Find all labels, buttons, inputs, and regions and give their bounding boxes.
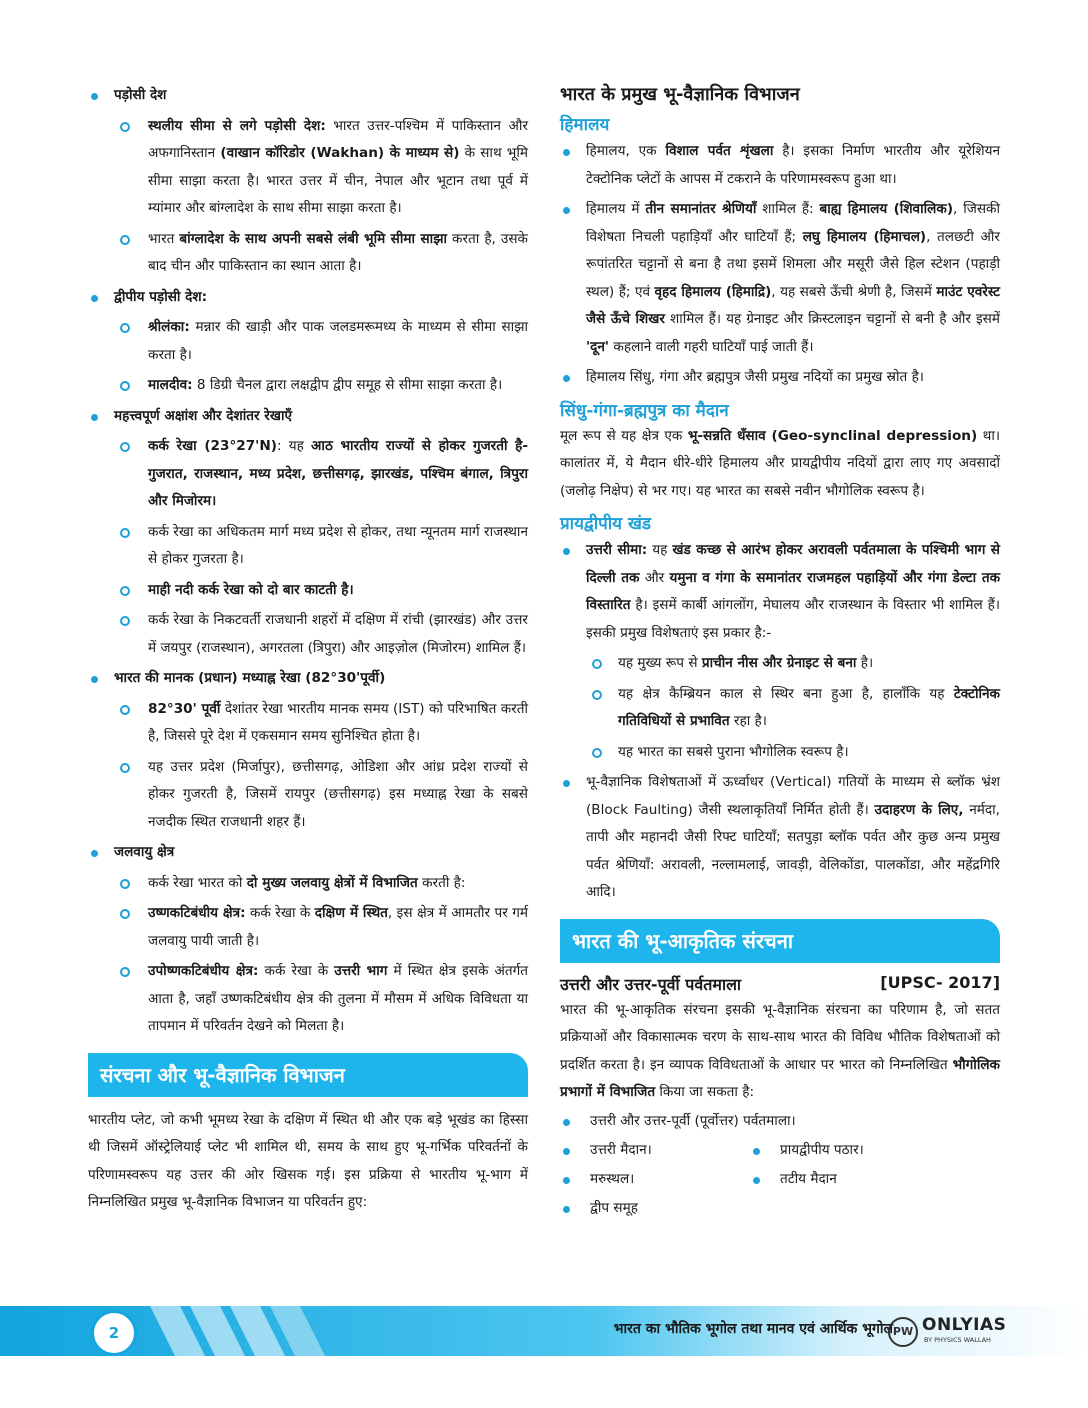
list-item: हिमालय, एक विशाल पर्वत शृंखला है। इसका निर्माण भारतीय और यूरेशियन टेक्टोनिक प्लेटों के आपस में टकराने के परिणामस्वरूप हुआ था। <box>560 138 1000 193</box>
list-item: कर्क रेखा के निकटवर्ती राजधानी शहरों में दक्षिण में रांची (झारखंड) और उत्तर में जयपुर (राजस्थान), अगरतला (त्रिपुरा) और आइज़ोल (मिजोरम) शामिल हैं। <box>88 607 528 662</box>
section-banner: संरचना और भू-वैज्ञानिक विभाजन <box>88 1053 528 1097</box>
paragraph: मूल रूप से यह क्षेत्र एक भू-सन्नति धँसाव (Geo-synclinal depression) था। कालांतर में, ये मैदान धीरे-धीरे हिमालय और प्रायद्वीपीय नदियों द्वारा लाए गए अवसादों (जलोढ़ निक्षेप) से भर गए। यह भारत का सबसे नवीन भौगोलिक स्वरूप है। <box>560 427 1000 499</box>
page-footer <box>0 1302 1088 1360</box>
paragraph: भारत की भू-आकृतिक संरचना इसकी भू-वैज्ञानिक संरचना का परिणाम है, जो सतत प्रक्रियाओं और विकासात्मक चरण के साथ-साथ भारत की विविध भौतिक विशेषताओं को प्रदर्शित करता है। इन व्यापक विविधताओं के आधार पर भारत को निम्नलिखित भौगोलिक प्रभागों में विभाजित किया जा सकता है: <box>560 1001 1000 1100</box>
list-item: भारत की मानक (प्रधान) मध्याह्न रेखा (82°30'पूर्वी) <box>88 665 528 693</box>
subsection-heading-row <box>560 973 1000 995</box>
list-item: कर्क रेखा (23°27'N): यह आठ भारतीय राज्यों से होकर गुजरती है- गुजरात, राजस्थान, मध्य प्रदेश, छत्तीसगढ़, झारखंड, पश्चिम बंगाल, त्रिपुरा और मिजोरम। <box>88 433 528 516</box>
list-item: स्थलीय सीमा से लगे पड़ोसी देश: भारत उत्तर-पश्चिम में पाकिस्तान और अफगानिस्तान (वाखान कॉरिडोर (Wakhan) के माध्यम से) के साथ भूमि सीमा साझा करता है। भारत उत्तर में चीन, नेपाल और भूटान तथा पूर्व में म्यांमार और बांग्लादेश के साथ सीमा साझा करता है। <box>88 113 528 223</box>
list-item: प्रायद्वीपीय पठार। <box>750 1136 970 1165</box>
list-item: महत्त्वपूर्ण अक्षांश और देशांतर रेखाएँ <box>88 403 528 431</box>
subsection-heading: प्रायद्वीपीय खंड <box>560 514 651 534</box>
list-item: द्वीप समूह <box>560 1194 750 1223</box>
exam-tag: [UPSC- 2017] <box>880 972 1000 992</box>
list-item: उत्तरी सीमा: यह खंड कच्छ से आरंभ होकर अरावली पर्वतमाला के पश्चिमी भाग से दिल्ली तक और यमुना व गंगा के समानांतर राजमहल पहाड़ियों और गंगा डेल्टा तक विस्तारित है। इसमें कार्बी आंगलोंग, मेघालय और राजस्थान के विस्तार भी शामिल हैं। इसकी प्रमुख विशेषताएं इस प्रकार है:- <box>560 537 1000 647</box>
division-list <box>560 1107 1000 1223</box>
list-item: उत्तरी और उत्तर-पूर्वी (पूर्वोत्तर) पर्वतमाला। <box>560 1107 970 1136</box>
list-item: हिमालय में तीन समानांतर श्रेणियाँ शामिल हैं: बाह्य हिमालय (शिवालिक), जिसकी विशेषता निचली पहाड़ियाँ और घाटियाँ हैं; लघु हिमालय (हिमाचल), तलछटी और रूपांतरित चट्टानों से बना है तथा इसमें शिमला और मसूरी जैसे हिल स्टेशन (पहाड़ी स्थल) हैं; एवं वृहद हिमालय (हिमाद्रि), यह सबसे ऊँची श्रेणी है, जिसमें माउंट एवरेस्ट जैसे ऊँचे शिखर शामिल हैं। यह ग्रेनाइट और क्रिस्टलाइन चट्टानों से बनी है और इसमें 'दून' कहलाने वाली गहरी घाटियाँ पाई जाती हैं। <box>560 196 1000 361</box>
list-item: भू-वैज्ञानिक विशेषताओं में ऊर्ध्वाधर (Vertical) गतियों के माध्यम से ब्लॉक भ्रंश (Block Faulting) जैसी स्थलाकृतियाँ निर्मित होती हैं। उदाहरण के लिए, नर्मदा, तापी और महानदी जैसी रिफ्ट घाटियाँ; सतपुड़ा ब्लॉक पर्वत और कुछ अन्य प्रमुख पर्वत श्रेणियाँ: अरावली, नल्लामलाई, जावड़ी, वेलिकोंडा, पालकोंडा, और महेंद्रगिरि आदि। <box>560 769 1000 907</box>
list-item: भारत बांग्लादेश के साथ अपनी सबसे लंबी भूमि सीमा साझा करता है, उसके बाद चीन और पाकिस्तान का स्थान आता है। <box>88 226 528 281</box>
list-item: श्रीलंका: मन्नार की खाड़ी और पाक जलडमरूमध्य के माध्यम से सीमा साझा करता है। <box>88 314 528 369</box>
list-item: यह क्षेत्र कैम्ब्रियन काल से स्थिर बना हुआ है, हालाँकि यह टेक्टोनिक गतिविधियों से प्रभावित रहा है। <box>560 681 1000 736</box>
list-item: 82°30' पूर्वी देशांतर रेखा भारतीय मानक समय (IST) को परिभाषित करती है, जिससे पूरे देश में एकसमान समय सुनिश्चित होता है। <box>88 696 528 751</box>
list-item: कर्क रेखा का अधिकतम मार्ग मध्य प्रदेश से होकर, तथा न्यूनतम मार्ग राजस्थान से होकर गुजरता है। <box>88 519 528 574</box>
list-item: मालदीव: 8 डिग्री चैनल द्वारा लक्षद्वीप द्वीप समूह से सीमा साझा करता है। <box>88 372 528 400</box>
list-item: जलवायु क्षेत्र <box>88 839 528 867</box>
subsection-heading: सिंधु-गंगा-ब्रह्मपुत्र का मैदान <box>560 400 729 421</box>
list-item: उत्तरी मैदान। <box>560 1136 750 1165</box>
section-banner: भारत की भू-आकृतिक संरचना <box>560 919 1000 963</box>
list-item: तटीय मैदान <box>750 1165 970 1194</box>
list-item: उपोष्णकटिबंधीय क्षेत्र: कर्क रेखा के उत्तरी भाग में स्थित क्षेत्र इसके अंतर्गत आता है, जहाँ उष्णकटिबंधीय क्षेत्र की तुलना में मौसम में अधिक विविधता या तापमान में परिवर्तन देखने को मिलता है। <box>88 958 528 1041</box>
list-item: हिमालय सिंधु, गंगा और ब्रह्मपुत्र जैसी प्रमुख नदियों का प्रमुख स्रोत है। <box>560 364 1000 392</box>
subsection-heading: हिमालय <box>560 115 610 135</box>
page-number: 2 <box>91 1310 137 1356</box>
footer-title: भारत का भौतिक भूगोल तथा मानव एवं आर्थिक भूगोल <box>613 1321 893 1337</box>
pw-logo-icon: PW <box>888 1317 918 1347</box>
list-item: मरुस्थल। <box>560 1165 750 1194</box>
section-heading: भारत के प्रमुख भू-वैज्ञानिक विभाजन <box>560 84 800 105</box>
list-item: यह भारत का सबसे पुराना भौगोलिक स्वरूप है। <box>560 739 1000 767</box>
list-item: उष्णकटिबंधीय क्षेत्र: कर्क रेखा के दक्षिण में स्थित, इस क्षेत्र में आमतौर पर गर्म जलवायु पायी जाती है। <box>88 900 528 955</box>
left-column <box>88 78 528 1217</box>
list-item: माही नदी कर्क रेखा को दो बार काटती है। <box>88 577 528 605</box>
paragraph: भारतीय प्लेट, जो कभी भूमध्य रेखा के दक्षिण में स्थित थी और एक बड़े भूखंड का हिस्सा थी जिसमें ऑस्ट्रेलियाई प्लेट भी शामिल थी, समय के साथ हुए भू-गर्भिक परिवर्तनों के परिणामस्वरूप यह उत्तर की ओर खिसक गई। इस प्रक्रिया से भारतीय भू-भाग में निम्नलिखित प्रमुख भू-वैज्ञानिक विभाजन या परिवर्तन हुए: <box>88 1111 528 1210</box>
right-column <box>560 78 1000 1223</box>
subsection-heading: उत्तरी और उत्तर-पूर्वी पर्वतमाला <box>560 974 742 994</box>
logo-text: ONLYIAS <box>922 1315 1007 1335</box>
list-item: यह मुख्य रूप से प्राचीन नीस और ग्रेनाइट से बना है। <box>560 650 1000 678</box>
logo-subtext: BY PHYSICS WALLAH <box>924 1336 991 1344</box>
brand-logo <box>888 1312 1008 1352</box>
list-item: पड़ोसी देश <box>88 82 528 110</box>
list-item: यह उत्तर प्रदेश (मिर्जापुर), छत्तीसगढ़, ओडिशा और आंध्र प्रदेश राज्यों से होकर गुजरती है, जिसमें रायपुर (छत्तीसगढ़) इस मध्याह्न रेखा के सबसे नजदीक स्थित राजधानी शहर हैं। <box>88 754 528 837</box>
list-item: द्वीपीय पड़ोसी देश: <box>88 284 528 312</box>
list-item: कर्क रेखा भारत को दो मुख्य जलवायु क्षेत्रों में विभाजित करती है: <box>88 870 528 898</box>
